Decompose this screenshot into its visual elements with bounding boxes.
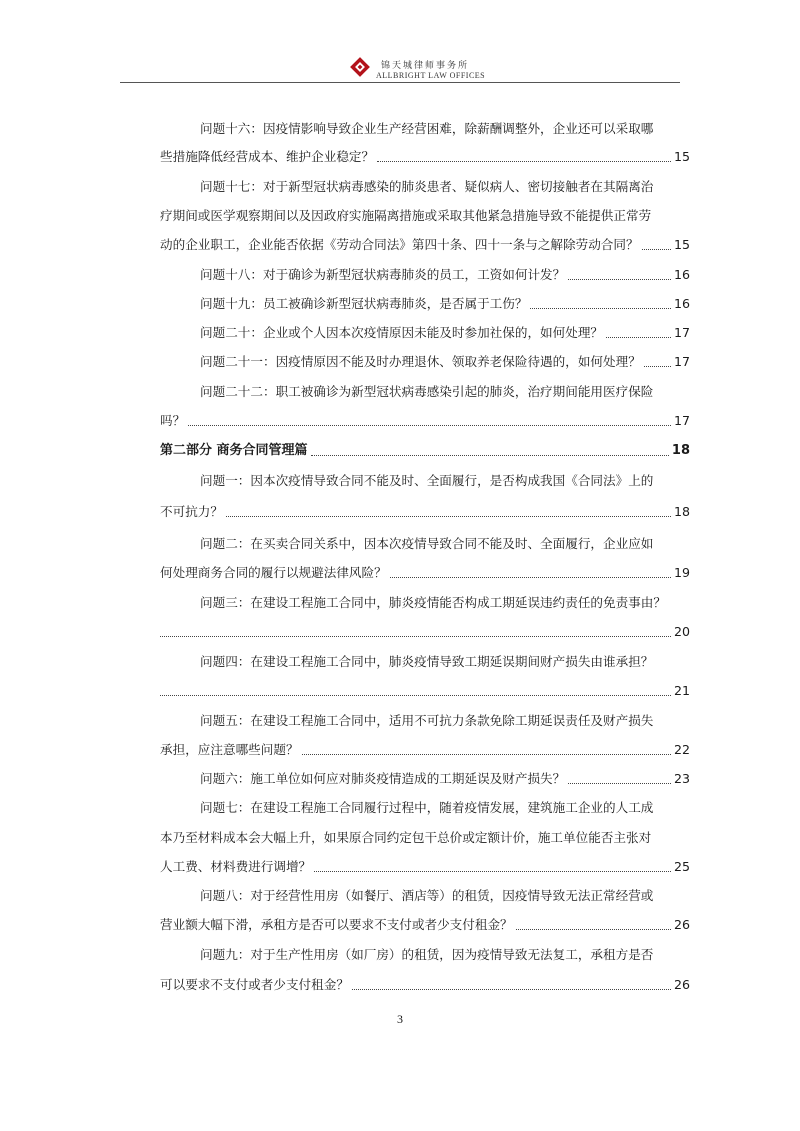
toc-entry-p9-line1: 问题九：对于生产性用房（如厂房）的租赁，因为疫情导致无法复工，承租方是否: [200, 947, 654, 962]
toc-entry-p9[interactable]: [160, 974, 690, 996]
leader-dots: [302, 739, 671, 755]
toc-section-part2[interactable]: [160, 440, 690, 462]
toc-entry-p6[interactable]: [200, 768, 690, 790]
toc-entry-q16-line2: 些措施降低经营成本、维护企业稳定？: [160, 149, 375, 164]
toc-entry-q17[interactable]: [160, 234, 690, 256]
toc-page-number: 21: [673, 683, 690, 698]
leader-dots: [516, 914, 671, 930]
toc-entry-p4[interactable]: [160, 680, 690, 702]
leader-dots: [642, 234, 671, 250]
leader-dots: [311, 440, 669, 456]
toc-entry-q19-label: 问题十九：员工被确诊新型冠状病毒肺炎，是否属于工伤？: [200, 296, 528, 311]
toc-entry-q20[interactable]: [200, 322, 690, 344]
firm-logo-icon: [349, 56, 371, 78]
toc-entry-p5-line1: 问题五：在建设工程施工合同中，适用不可抗力条款免除工期延误责任及财产损失: [200, 713, 654, 728]
toc-entry-p3[interactable]: [160, 621, 690, 643]
leader-dots: [188, 410, 671, 426]
leader-dots: [568, 264, 671, 280]
toc-entry-p8-line1: 问题八：对于经营性用房（如餐厅、酒店等）的租赁，因疫情导致无法正常经营或: [200, 888, 654, 903]
toc-entry-p1-line1: 问题一：因本次疫情导致合同不能及时、全面履行，是否构成我国《合同法》上的: [200, 473, 654, 488]
toc-page-number: 23: [673, 771, 690, 786]
toc-entry-p2-line2: 何处理商务合同的履行以规避法律风险？: [160, 565, 387, 580]
toc-entry-p1[interactable]: [160, 501, 690, 523]
toc-page-number: 17: [673, 413, 690, 428]
toc-page-number: 16: [673, 296, 690, 311]
toc-entry-q16[interactable]: [160, 146, 690, 168]
toc-entry-p2[interactable]: [160, 562, 690, 584]
toc-entry-q20-label: 问题二十：企业或个人因本次疫情原因未能及时参加社保的，如何处理？: [200, 325, 603, 340]
toc-entry-p8-line2: 营业额大幅下滑，承租方是否可以要求不支付或者少支付租金？: [160, 917, 513, 932]
toc-page-number: 17: [673, 354, 690, 369]
toc-page-number: 16: [673, 267, 690, 282]
toc-page-number: 20: [673, 624, 690, 639]
toc-entry-q18-label: 问题十八：对于确诊为新型冠状病毒肺炎的员工，工资如何计发？: [200, 267, 566, 282]
toc-entry-p3-line1: 问题三：在建设工程施工合同中，肺炎疫情能否构成工期延误违约责任的免责事由？: [200, 595, 666, 610]
firm-name-en: ALLBRIGHT LAW OFFICES: [376, 71, 486, 80]
toc-entry-q21-label: 问题二十一：因疫情原因不能及时办理退休、领取养老保险待遇的，如何处理？: [200, 354, 641, 369]
toc-page-number: 19: [673, 565, 690, 580]
toc-page-number: 18: [673, 504, 690, 519]
leader-dots: [160, 621, 671, 637]
page-number: 3: [397, 1012, 403, 1026]
toc-entry-p9-line2: 可以要求不支付或者少支付租金？: [160, 977, 349, 992]
toc-page-number: 17: [673, 325, 690, 340]
toc-entry-p1-line2: 不可抗力？: [160, 504, 223, 519]
leader-dots: [568, 768, 671, 784]
toc-page-number: 15: [673, 149, 690, 164]
leader-dots: [352, 974, 671, 990]
toc-entry-q22-line1: 问题二十二：职工被确诊为新型冠状病毒感染引起的肺炎，治疗期间能用医疗保险: [200, 384, 654, 399]
toc-entry-q17-line1: 问题十七：对于新型冠状病毒感染的肺炎患者、疑似病人、密切接触者在其隔离治: [200, 179, 654, 194]
toc-entry-p7-line3: 人工费、材料费进行调增？: [160, 859, 312, 874]
leader-dots: [160, 680, 671, 696]
toc-entry-q22-line2: 吗？: [160, 413, 186, 428]
toc-page-number: 18: [671, 443, 690, 458]
toc-entry-q22[interactable]: [160, 410, 690, 432]
toc-entry-q21[interactable]: [200, 351, 690, 373]
page-header: [0, 0, 800, 90]
toc-entry-q16-line1: 问题十六：因疫情影响导致企业生产经营困难，除薪酬调整外，企业还可以采取哪: [200, 121, 654, 136]
leader-dots: [530, 293, 671, 309]
header-divider: [120, 82, 680, 83]
toc-page-number: 25: [673, 859, 690, 874]
toc-entry-q19[interactable]: [200, 293, 690, 315]
firm-name-cn: 锦天城律师事务所: [381, 61, 470, 71]
toc-entry-p5[interactable]: [160, 739, 690, 761]
toc-entry-p2-line1: 问题二：在买卖合同关系中，因本次疫情导致合同不能及时、全面履行，企业应如: [200, 536, 654, 551]
leader-dots: [226, 501, 671, 517]
toc-entry-q18[interactable]: [200, 264, 690, 286]
toc-entry-q17-line3: 动的企业职工，企业能否依据《劳动合同法》第四十条、四十一条与之解除劳动合同？: [160, 237, 639, 252]
toc-page-number: 15: [673, 237, 690, 252]
toc-entry-p6-label: 问题六：施工单位如何应对肺炎疫情造成的工期延误及财产损失？: [200, 771, 566, 786]
toc-page-number: 26: [673, 977, 690, 992]
toc-entry-p7[interactable]: [160, 856, 690, 878]
toc-entry-p7-line2: 本乃至材料成本会大幅上升，如果原合同约定包干总价或定额计价，施工单位能否主张对: [160, 830, 652, 845]
toc-entry-p8[interactable]: [160, 914, 690, 936]
toc-entry-p4-line1: 问题四：在建设工程施工合同中，肺炎疫情导致工期延误期间财产损失由谁承担？: [200, 654, 654, 669]
toc-section-title: 第二部分 商务合同管理篇: [160, 443, 308, 458]
leader-dots: [314, 856, 671, 872]
toc-page-number: 22: [673, 742, 690, 757]
toc-entry-q17-line2: 疗期间或医学观察期间以及因政府实施隔离措施或采取其他紧急措施导致不能提供正常劳: [160, 208, 652, 223]
toc-page-number: 26: [673, 917, 690, 932]
toc-entry-p5-line2: 承担，应注意哪些问题？: [160, 742, 299, 757]
leader-dots: [390, 562, 671, 578]
leader-dots: [606, 322, 671, 338]
leader-dots: [644, 351, 671, 367]
toc-entry-p7-line1: 问题七：在建设工程施工合同履行过程中，随着疫情发展，建筑施工企业的人工成: [200, 800, 654, 815]
leader-dots: [377, 146, 671, 162]
